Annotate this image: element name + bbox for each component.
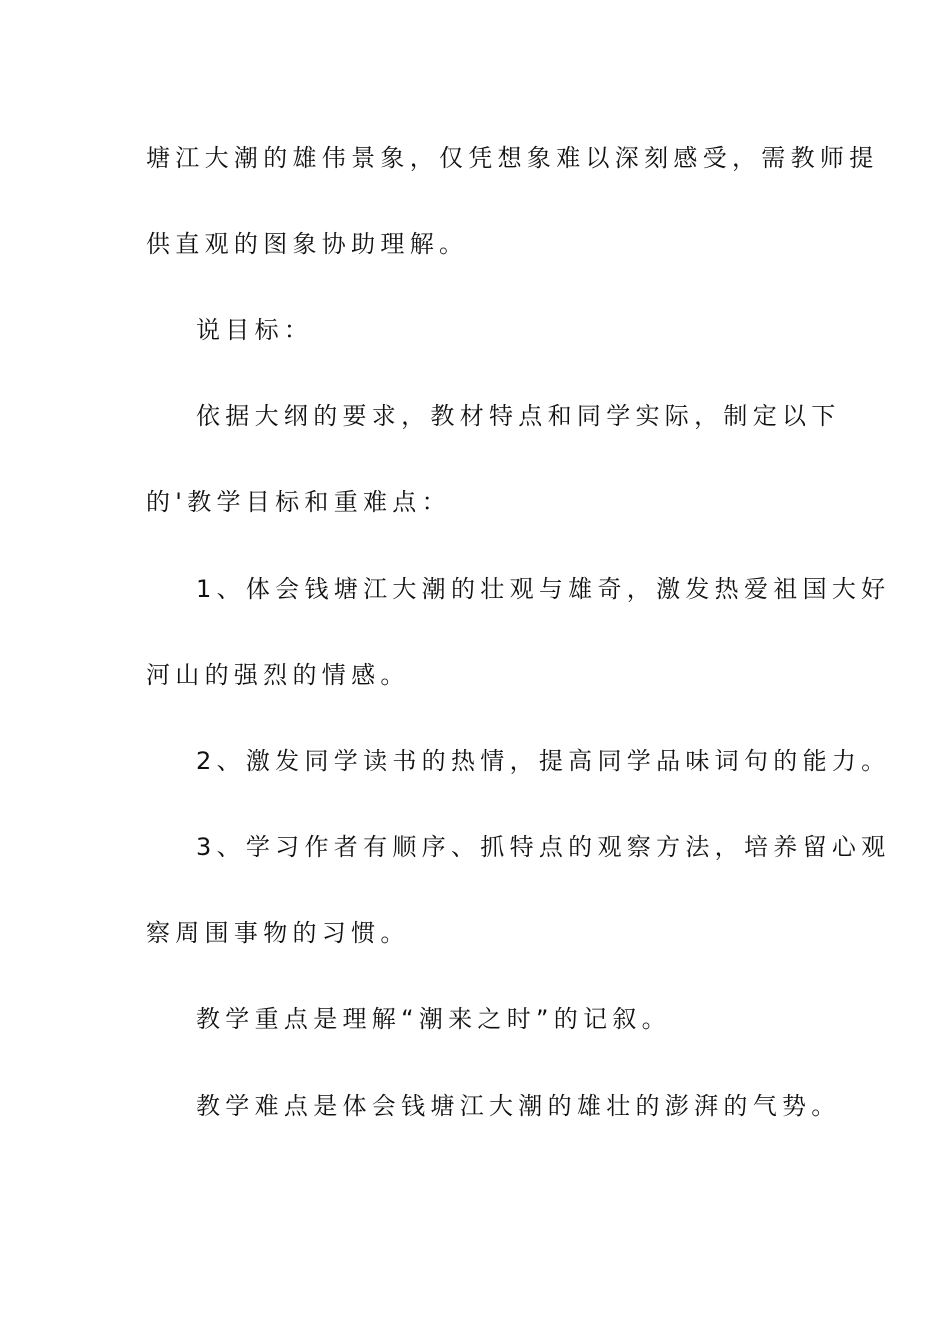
text-line: 的'教学目标和重难点：: [146, 488, 451, 516]
section-heading: 说目标：: [196, 316, 314, 344]
text-line: 塘江大潮的雄伟景象，仅凭想象难以深刻感受，需教师提: [146, 144, 879, 172]
list-item: 2、激发同学读书的热情，提高同学品味词句的能力。: [196, 747, 891, 775]
list-item: 1、体会钱塘江大潮的壮观与雄奇，激发热爱祖国大好: [196, 575, 891, 603]
text-line: 供直观的图象协助理解。: [146, 230, 469, 258]
text-line: 教学难点是体会钱塘江大潮的雄壮的澎湃的气势。: [196, 1092, 841, 1120]
text-line: 教学重点是理解“潮来之时”的记叙。: [196, 1005, 671, 1033]
text-line: 依据大纲的要求，教材特点和同学实际，制定以下: [196, 402, 841, 430]
text-line: 察周围事物的习惯。: [146, 919, 410, 947]
list-item: 3、学习作者有顺序、抓特点的观察方法，培养留心观: [196, 833, 891, 861]
text-line: 河山的强烈的情感。: [146, 661, 410, 689]
